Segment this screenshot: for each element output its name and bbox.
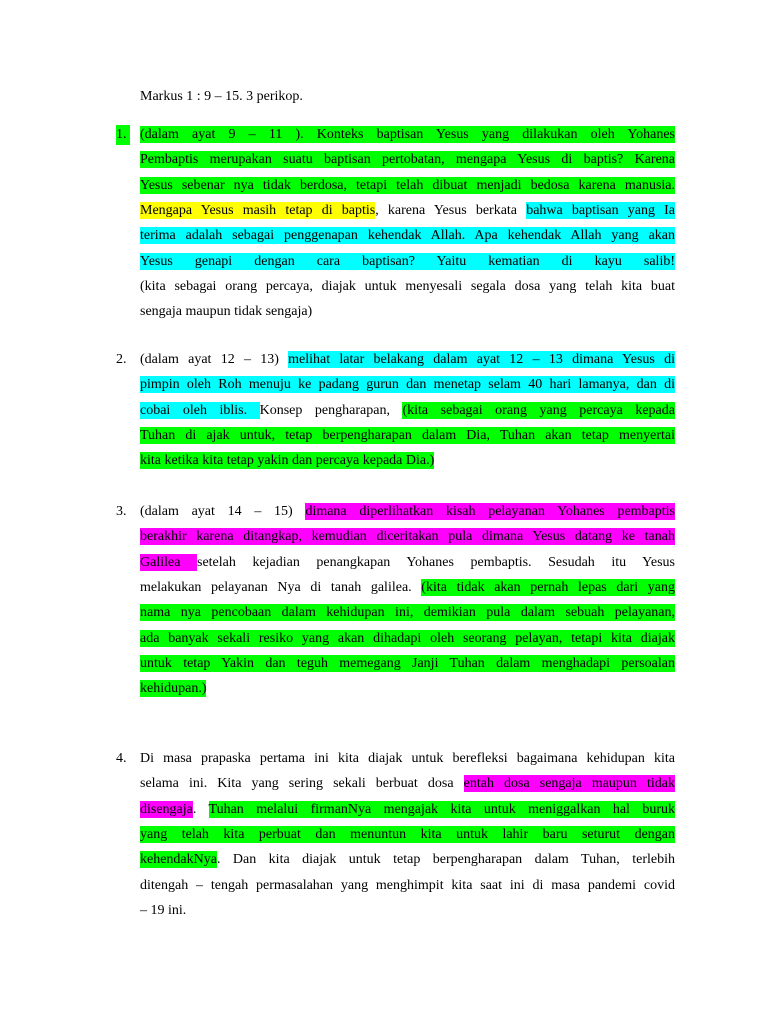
document-header: Markus 1 : 9 – 15. 3 perikop. bbox=[140, 89, 303, 104]
text-segment: selama ini. Kita yang sering sekali berbuat dosa bbox=[140, 776, 464, 792]
highlighted-text: untuk tetap Yakin dan teguh memegang Janji Tuhan dalam menghadapi persoalan bbox=[140, 655, 675, 671]
text-line bbox=[140, 401, 675, 421]
text-line bbox=[140, 578, 675, 598]
text-line bbox=[140, 176, 675, 196]
item-number: 1. bbox=[116, 125, 130, 145]
text-segment: . bbox=[192, 801, 209, 817]
text-line bbox=[140, 350, 675, 370]
item-number: 4. bbox=[116, 751, 127, 766]
highlighted-text: Galilea bbox=[140, 554, 197, 570]
text-segment: (kita sebagai orang percaya, diajak untuk menyesali segala dosa yang telah kita buat bbox=[140, 278, 675, 294]
highlighted-text: berakhir karena ditangkap, kemudian diceritakan pula dimana Yesus datang ke tanah bbox=[140, 529, 675, 545]
text-line bbox=[140, 302, 675, 322]
text-line bbox=[140, 876, 675, 896]
text-line bbox=[140, 774, 675, 794]
text-line bbox=[140, 679, 675, 699]
highlighted-text: nama nya pencobaan dalam kehidupan ini, demikian pula dalam sebuah pelayanan, bbox=[140, 605, 675, 621]
text-line bbox=[140, 150, 675, 170]
text-segment: (dalam ayat 14 – 15) bbox=[140, 504, 306, 519]
text-line bbox=[140, 426, 675, 446]
highlighted-text: Yesus sebenar nya tidak berdosa, tetapi telah dibuat menjadi bedosa karena manusia. bbox=[140, 177, 675, 193]
text-segment: ditengah – tengah permasalahan yang menghimpit kita saat ini di masa pandemi covid bbox=[140, 877, 675, 893]
text-line bbox=[140, 603, 675, 623]
text-line bbox=[140, 502, 675, 522]
text-line bbox=[140, 451, 675, 471]
highlighted-text: bahwa baptisan yang Ia bbox=[526, 202, 675, 218]
highlighted-text: ada banyak sekali resiko yang akan dihadapi oleh seorang pelayan, tetapi kita diajak bbox=[140, 630, 675, 646]
highlighted-text: cobai oleh iblis. bbox=[140, 402, 260, 418]
highlighted-text: melihat latar belakang dalam ayat 12 – 13 dimana Yesus di bbox=[288, 352, 675, 367]
text-line bbox=[140, 125, 675, 145]
highlighted-text: kita ketika kita tetap yakin dan percaya kepada Dia.) bbox=[140, 453, 435, 469]
highlighted-text: (dalam ayat 9 – 11 ). Konteks baptisan Yesus yang dilakukan oleh Yohanes bbox=[140, 127, 675, 142]
text-line bbox=[140, 226, 675, 246]
highlighted-text: Tuhan di ajak untuk, tetap berpengharapan dalam Dia, Tuhan akan tetap menyertai bbox=[140, 427, 675, 443]
highlighted-text: Pembaptis merupakan suatu baptisan pertobatan, mengapa Yesus di baptis? Karena bbox=[140, 152, 675, 168]
text-segment: Konsep pengharapan, bbox=[259, 402, 403, 418]
highlighted-text: (kita sebagai orang yang percaya kepada bbox=[402, 402, 675, 418]
text-segment: setelah kejadian penangkapan Yohanes pembaptis. Sesudah itu Yesus bbox=[197, 554, 676, 570]
highlighted-text: pimpin oleh Roh menuju ke padang gurun dan menetap selam 40 hari lamanya, dan di bbox=[140, 377, 675, 393]
text-line bbox=[140, 629, 675, 649]
item-number: 3. bbox=[116, 504, 127, 519]
text-line bbox=[140, 800, 675, 820]
highlighted-text: yang telah kita perbuat dan menuntun kita untuk lahir baru seturut dengan bbox=[140, 826, 675, 842]
text-line bbox=[140, 553, 675, 573]
text-segment: Di masa prapaska pertama ini kita diajak untuk berefleksi bagaimana kehidupan kita bbox=[140, 751, 675, 766]
text-segment: (dalam ayat 12 – 13) bbox=[140, 352, 289, 367]
item-number: 2. bbox=[116, 352, 127, 367]
text-line bbox=[140, 901, 675, 921]
text-line bbox=[140, 201, 675, 221]
highlighted-text: Mengapa Yesus masih tetap di baptis bbox=[140, 202, 376, 218]
text-segment: sengaja maupun tidak sengaja) bbox=[140, 304, 313, 320]
highlighted-text: disengaja bbox=[140, 801, 193, 817]
highlighted-text: kehidupan.) bbox=[140, 681, 207, 697]
highlighted-text: dimana diperlihatkan kisah pelayanan Yohanes pembaptis bbox=[305, 504, 675, 519]
highlighted-text: Tuhan melalui firmanNya mengajak kita untuk meniggalkan hal buruk bbox=[208, 801, 676, 817]
highlighted-text: Yesus genapi dengan cara baptisan? Yaitu kematian di kayu salib! bbox=[140, 253, 675, 269]
highlighted-text: kehendakNya bbox=[140, 852, 217, 868]
text-line bbox=[140, 749, 675, 769]
text-line bbox=[140, 277, 675, 297]
text-segment: , karena Yesus berkata bbox=[375, 202, 527, 218]
text-line bbox=[140, 654, 675, 674]
highlighted-text: terima adalah sebagai penggenapan kehendak Allah. Apa kehendak Allah yang akan bbox=[140, 228, 675, 244]
text-segment: – 19 ini. bbox=[140, 902, 187, 918]
text-line bbox=[140, 850, 675, 870]
highlighted-text: entah dosa sengaja maupun tidak bbox=[463, 776, 675, 792]
text-line bbox=[140, 375, 675, 395]
text-segment: melakukan pelayanan Nya di tanah galilea. bbox=[140, 579, 422, 595]
text-line bbox=[140, 825, 675, 845]
highlighted-text: (kita tidak akan pernah lepas dari yang bbox=[421, 579, 675, 595]
text-segment: . Dan kita diajak untuk tetap berpengharapan dalam Tuhan, terlebih bbox=[216, 852, 675, 868]
text-line bbox=[140, 527, 675, 547]
text-line bbox=[140, 252, 675, 272]
